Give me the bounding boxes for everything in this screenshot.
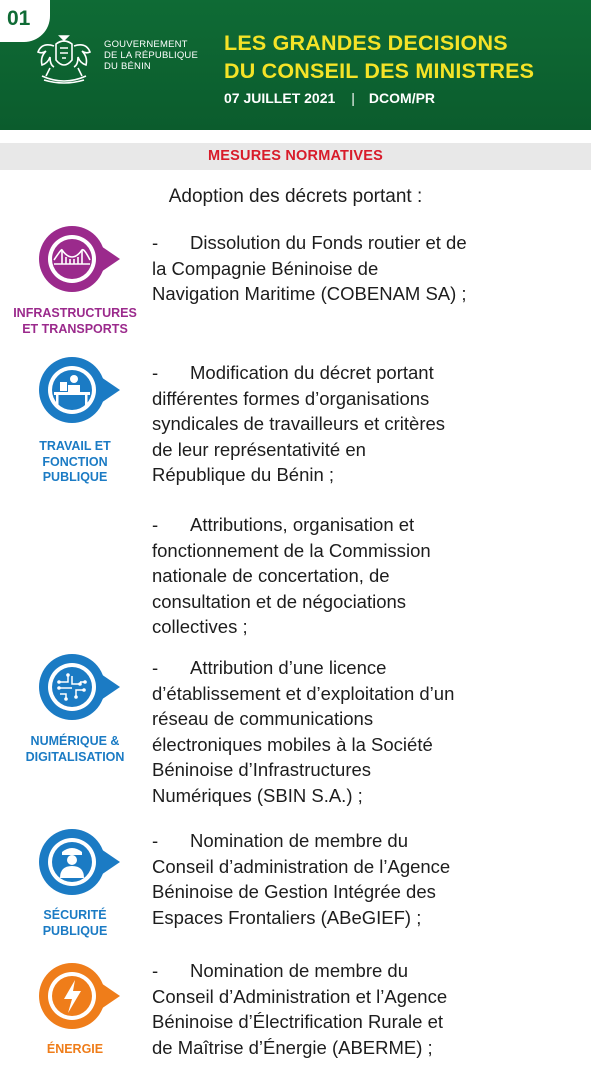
separator: | bbox=[351, 90, 355, 106]
source-label: DCOM/PR bbox=[368, 90, 436, 106]
category-label: SÉCURITÉ PUBLIQUE bbox=[42, 908, 108, 938]
decree-item: - Modification du décret portant différentes formes d’organisations syndicales de travailleurs et critères de leur représentativité en République du Bénin ; bbox=[152, 362, 446, 486]
police-officer-icon bbox=[38, 826, 134, 898]
government-name: GOUVERNEMENT DE LA RÉPUBLIQUE DU BÉNIN bbox=[104, 39, 199, 72]
section-title: MESURES NORMATIVES bbox=[208, 148, 383, 164]
bridge-icon bbox=[38, 224, 134, 294]
intro-heading: Adoption des décrets portant : bbox=[168, 186, 423, 207]
category-energie bbox=[0, 960, 150, 1060]
date-source-line bbox=[224, 90, 435, 106]
header-banner bbox=[0, 0, 591, 130]
decree-item: - Attribution d’une licence d’établissement et d’exploitation d’un réseau de communications électroniques mobiles à la Société Béninoise d’Infrastructures Numériques (SBIN S.A.) ; bbox=[152, 657, 455, 806]
page-number: 01 bbox=[7, 7, 31, 30]
category-infrastructures bbox=[0, 224, 150, 344]
decree-item: - Attributions, organisation et fonctionnement de la Commission nationale de concertation, de consultation et de négociations collectives ; bbox=[152, 514, 431, 638]
decree-item: - Dissolution du Fonds routier et de la Compagnie Béninoise de Navigation Maritime (COBENAM SA) ; bbox=[152, 232, 467, 305]
lightning-icon bbox=[38, 960, 134, 1032]
publication-date: 07 JUILLET 2021 bbox=[224, 90, 336, 106]
category-securite bbox=[0, 826, 150, 946]
coat-of-arms-icon bbox=[32, 34, 96, 86]
category-label: ÉNERGIE bbox=[46, 1042, 104, 1056]
decree-item: - Nomination de membre du Conseil d’administration de l’Agence Béninoise de Gestion Intégrée des Espaces Frontaliers (ABeGIEF) ; bbox=[152, 830, 451, 928]
decree-item: - Nomination de membre du Conseil d’Administration et l’Agence Béninoise d’Électrification Rurale et de Maîtrise d’Énergie (ABERME) ; bbox=[152, 960, 448, 1058]
category-numerique bbox=[0, 652, 150, 772]
category-travail bbox=[0, 355, 150, 490]
circuit-icon bbox=[38, 652, 134, 722]
office-worker-icon bbox=[38, 355, 134, 425]
section-band bbox=[0, 143, 591, 170]
category-label: NUMÉRIQUE & DIGITALISATION bbox=[25, 734, 125, 764]
category-label: TRAVAIL ET FONCTION PUBLIQUE bbox=[39, 439, 111, 484]
category-label: INFRASTRUCTURES ET TRANSPORTS bbox=[13, 306, 137, 336]
page-title: LES GRANDES DECISIONS DU CONSEIL DES MINISTRES bbox=[224, 31, 535, 83]
